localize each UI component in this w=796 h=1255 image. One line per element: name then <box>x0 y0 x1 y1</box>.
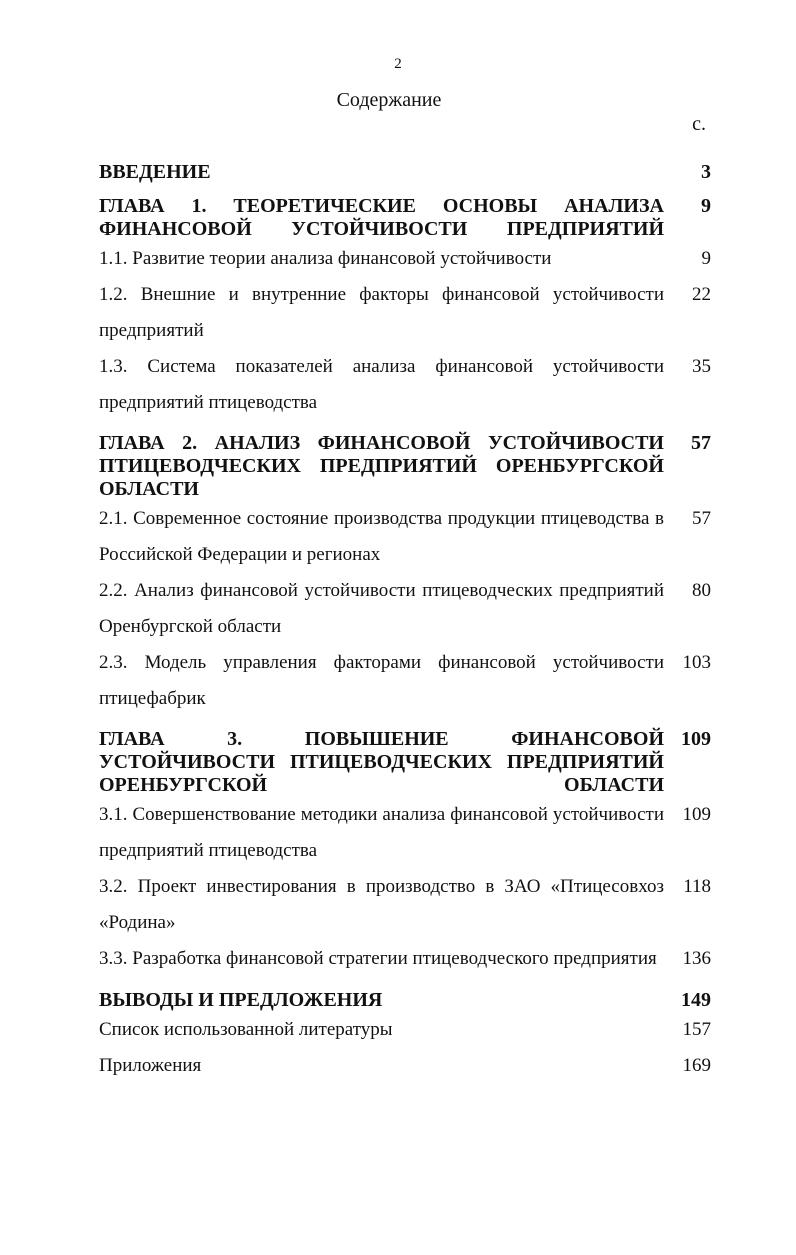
toc-entry-page: 35 <box>692 356 711 377</box>
toc-entry-text: 3.1. Совершенствование методики анализа финансовой устойчивости предприятий птицеводства <box>99 804 664 861</box>
toc-entry-page: 149 <box>681 989 711 1011</box>
table-of-contents <box>99 150 711 1084</box>
toc-entry-references[interactable] <box>99 1012 711 1048</box>
toc-entry-chapter-1[interactable] <box>99 195 711 241</box>
toc-entry-text: ГЛАВА 3. ПОВЫШЕНИЕ ФИНАНСОВОЙ УСТОЙЧИВОСТИ ПТИЦЕВОДЧЕСКИХ ПРЕДПРИЯТИЙ ОРЕНБУРГСКОЙ ОБЛАСТИ <box>99 728 664 796</box>
toc-entry-page: 57 <box>692 508 711 529</box>
toc-entry-3-1[interactable] <box>99 797 711 869</box>
toc-entry-text: 1.2. Внешние и внутренние факторы финансовой устойчивости предприятий <box>99 284 664 341</box>
toc-entry-page: 57 <box>691 432 711 454</box>
toc-entry-2-3[interactable] <box>99 645 711 717</box>
toc-entry-page: 9 <box>701 195 711 217</box>
page-number: 2 <box>394 56 402 72</box>
toc-entry-page: 22 <box>692 284 711 305</box>
toc-entry-text: Приложения <box>99 1055 202 1076</box>
toc-entry-page: 109 <box>681 728 711 750</box>
toc-entry-text: ГЛАВА 1. ТЕОРЕТИЧЕСКИЕ ОСНОВЫ АНАЛИЗА ФИНАНСОВОЙ УСТОЙЧИВОСТИ ПРЕДПРИЯТИЙ <box>99 195 664 240</box>
toc-entry-chapter-2[interactable] <box>99 432 711 501</box>
page-column-label: с. <box>692 113 706 135</box>
toc-entry-page: 9 <box>701 248 711 269</box>
toc-entry-text: 2.1. Современное состояние производства продукции птицеводства в Российской Федерации и регионах <box>99 508 664 565</box>
toc-entry-text: 2.2. Анализ финансовой устойчивости птицеводческих предприятий Оренбургской области <box>99 580 664 637</box>
toc-entry-text: 1.3. Система показателей анализа финансовой устойчивости предприятий птицеводства <box>99 356 664 413</box>
toc-entry-appendices[interactable] <box>99 1048 711 1084</box>
toc-entry-introduction[interactable] <box>99 161 711 184</box>
toc-entry-2-2[interactable] <box>99 573 711 645</box>
toc-entry-conclusions[interactable] <box>99 989 711 1012</box>
toc-entry-page: 80 <box>692 580 711 601</box>
toc-entry-page: 3 <box>701 161 711 183</box>
page-title: Содержание <box>336 89 442 111</box>
toc-entry-2-1[interactable] <box>99 501 711 573</box>
toc-entry-text: ГЛАВА 2. АНАЛИЗ ФИНАНСОВОЙ УСТОЙЧИВОСТИ ПТИЦЕВОДЧЕСКИХ ПРЕДПРИЯТИЙ ОРЕНБУРГСКОЙ ОБЛАСТИ <box>99 432 664 500</box>
toc-entry-1-1[interactable] <box>99 241 711 277</box>
toc-entry-text: Список использованной литературы <box>99 1019 393 1040</box>
toc-entry-page: 103 <box>682 652 711 673</box>
toc-entry-chapter-3[interactable] <box>99 728 711 797</box>
toc-entry-text: 2.3. Модель управления факторами финансовой устойчивости птицефабрик <box>99 652 664 709</box>
toc-entry-1-2[interactable] <box>99 277 711 349</box>
toc-entry-page: 157 <box>682 1019 711 1040</box>
toc-entry-text: 1.1. Развитие теории анализа финансовой устойчивости <box>99 248 552 269</box>
toc-entry-text: 3.3. Разработка финансовой стратегии птицеводческого предприятия <box>99 948 657 969</box>
toc-entry-3-3[interactable] <box>99 941 711 977</box>
toc-entry-text: ВВЕДЕНИЕ <box>99 161 211 183</box>
toc-entry-page: 118 <box>683 876 711 897</box>
toc-entry-1-3[interactable] <box>99 349 711 421</box>
toc-entry-text: 3.2. Проект инвестирования в производство в ЗАО «Птицесовхоз «Родина» <box>99 876 664 933</box>
toc-entry-page: 109 <box>682 804 711 825</box>
toc-entry-page: 169 <box>682 1055 711 1076</box>
toc-entry-3-2[interactable] <box>99 869 711 941</box>
toc-entry-text: ВЫВОДЫ И ПРЕДЛОЖЕНИЯ <box>99 989 383 1011</box>
toc-entry-page: 136 <box>682 948 711 969</box>
